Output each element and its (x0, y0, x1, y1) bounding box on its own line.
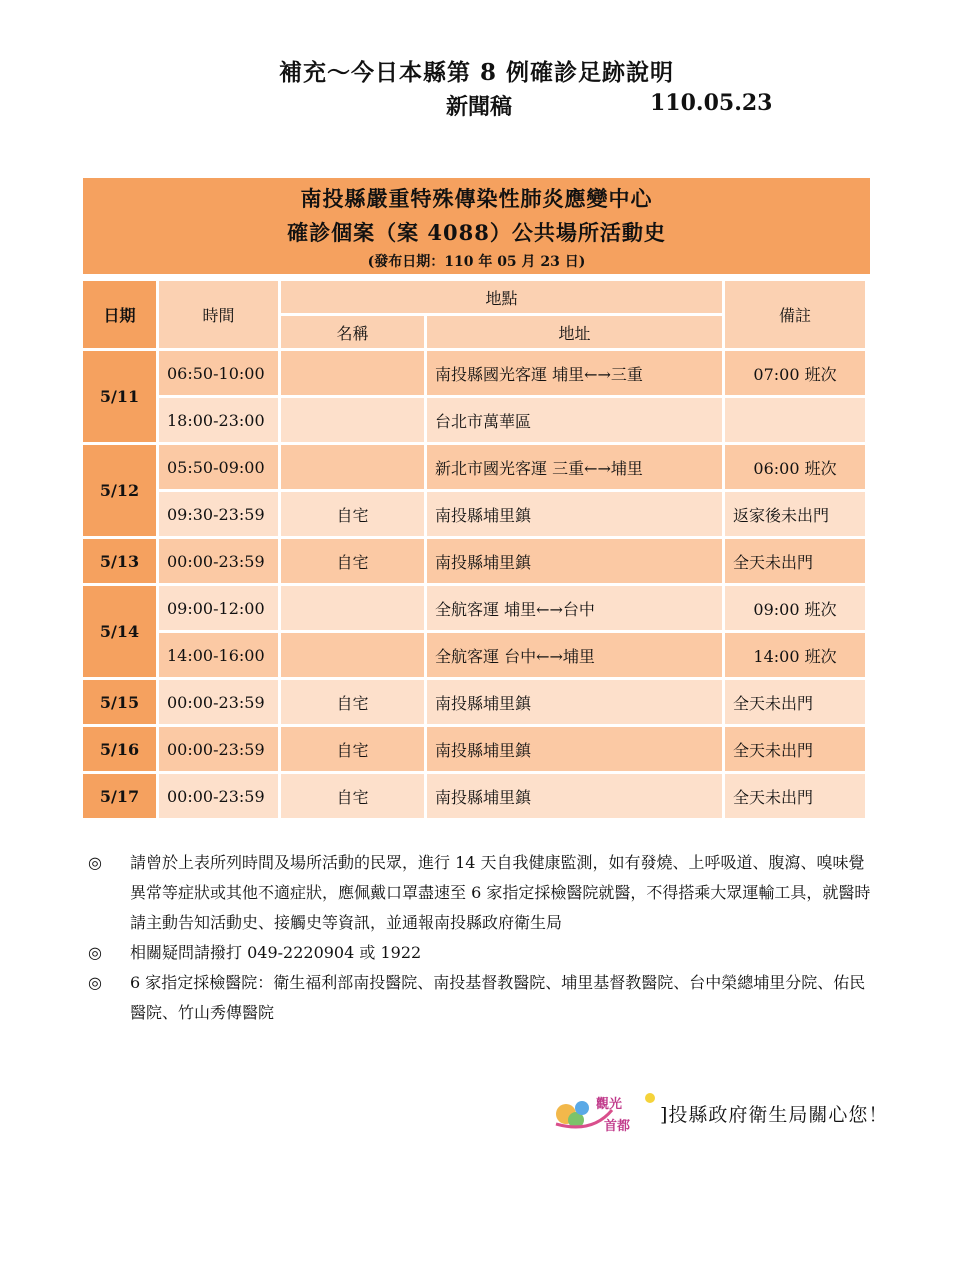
name-cell: 自宅 (281, 727, 424, 771)
date-cell: 5/17 (83, 774, 156, 818)
svg-text:首都: 首都 (604, 1119, 631, 1134)
name-cell (281, 398, 424, 442)
table-banner (83, 178, 870, 274)
notes-section (88, 848, 878, 1028)
time-cell: 00:00-23:59 (159, 539, 278, 583)
name-cell (281, 351, 424, 395)
press-date: 110.05.23 (650, 90, 773, 116)
banner-case: 確診個案（案 4088）公共場所活動史 (287, 220, 666, 245)
note-item (88, 848, 878, 938)
note-item (88, 938, 878, 968)
name-cell: 自宅 (281, 492, 424, 536)
note-text: 6 家指定採檢醫院：衛生福利部南投醫院、南投基督教醫院、埔里基督教醫院、台中榮總埔里分院、佑民醫院、竹山秀傳醫院 (130, 973, 866, 1022)
date-cell: 5/15 (83, 680, 156, 724)
time-cell: 00:00-23:59 (159, 680, 278, 724)
time-cell: 05:50-09:00 (159, 445, 278, 489)
svg-text:觀光: 觀光 (596, 1097, 623, 1112)
remark-cell: 全天未出門 (725, 774, 865, 818)
name-cell: 自宅 (281, 680, 424, 724)
header-address: 地址 (427, 316, 722, 348)
address-cell: 新北市國光客運 三重←→埔里 (427, 445, 722, 489)
time-cell: 14:00-16:00 (159, 633, 278, 677)
remark-cell: 09:00 班次 (725, 586, 865, 630)
table-row (83, 727, 865, 771)
header-date: 日期 (83, 281, 156, 348)
bullet-icon: ◎ (88, 943, 102, 962)
press-label: 新聞稿 (446, 94, 513, 120)
remark-cell: 14:00 班次 (725, 633, 865, 677)
table-row (83, 492, 865, 536)
remark-cell: 返家後未出門 (725, 492, 865, 536)
address-cell: 全航客運 台中←→埔里 (427, 633, 722, 677)
time-cell: 06:50-10:00 (159, 351, 278, 395)
time-cell: 09:00-12:00 (159, 586, 278, 630)
footer-message: ]投縣政府衛生局關心您！ (660, 1103, 889, 1126)
name-cell (281, 633, 424, 677)
table-row (83, 774, 865, 818)
remark-cell (725, 398, 865, 442)
footer (552, 1090, 888, 1136)
table-row (83, 680, 865, 724)
date-cell: 5/14 (83, 586, 156, 677)
tourism-logo-icon (552, 1090, 662, 1136)
time-cell: 00:00-23:59 (159, 774, 278, 818)
name-cell (281, 586, 424, 630)
name-cell: 自宅 (281, 539, 424, 583)
note-text: 相關疑問請撥打 049-2220904 或 1922 (130, 943, 422, 962)
header-time: 時間 (159, 281, 278, 348)
remark-cell: 全天未出門 (725, 539, 865, 583)
time-cell: 18:00-23:00 (159, 398, 278, 442)
table-row (83, 445, 865, 489)
header-name: 名稱 (281, 316, 424, 348)
note-text: 請曾於上表所列時間及場所活動的民眾，進行 14 天自我健康監測，如有發燒、上呼吸道、腹瀉、嗅味覺異常等症狀或其他不適症狀，應佩戴口罩盡速至 6 家指定採檢醫院就醫，不得搭乘大眾運輸工具，就醫時請主動告知活動史、接觸史等資訊，並通報南投縣政府衛生局 (130, 853, 871, 932)
table-row (83, 586, 865, 630)
banner-release-date: (發布日期：110 年 05 月 23 日) (367, 254, 586, 270)
note-item (88, 968, 878, 1028)
address-cell: 台北市萬華區 (427, 398, 722, 442)
table-row (83, 539, 865, 583)
date-cell: 5/12 (83, 445, 156, 536)
address-cell: 南投縣國光客運 埔里←→三重 (427, 351, 722, 395)
name-cell: 自宅 (281, 774, 424, 818)
remark-cell: 07:00 班次 (725, 351, 865, 395)
header-remark: 備註 (725, 281, 865, 348)
remark-cell: 全天未出門 (725, 680, 865, 724)
activity-table (80, 278, 868, 821)
address-cell: 南投縣埔里鎮 (427, 727, 722, 771)
time-cell: 09:30-23:59 (159, 492, 278, 536)
table-row (83, 351, 865, 395)
address-cell: 全航客運 埔里←→台中 (427, 586, 722, 630)
bullet-icon: ◎ (88, 853, 102, 872)
time-cell: 00:00-23:59 (159, 727, 278, 771)
remark-cell: 全天未出門 (725, 727, 865, 771)
address-cell: 南投縣埔里鎮 (427, 680, 722, 724)
address-cell: 南投縣埔里鎮 (427, 492, 722, 536)
date-cell: 5/13 (83, 539, 156, 583)
name-cell (281, 445, 424, 489)
header-location: 地點 (281, 281, 722, 313)
address-cell: 南投縣埔里鎮 (427, 774, 722, 818)
document-title: 補充～今日本縣第 8 例確診足跡說明 (278, 59, 675, 86)
address-cell: 南投縣埔里鎮 (427, 539, 722, 583)
date-cell: 5/11 (83, 351, 156, 442)
date-cell: 5/16 (83, 727, 156, 771)
bullet-icon: ◎ (88, 973, 102, 992)
press-line (446, 90, 773, 121)
remark-cell: 06:00 班次 (725, 445, 865, 489)
banner-org: 南投縣嚴重特殊傳染性肺炎應變中心 (300, 186, 653, 211)
table-row (83, 633, 865, 677)
table-row (83, 398, 865, 442)
